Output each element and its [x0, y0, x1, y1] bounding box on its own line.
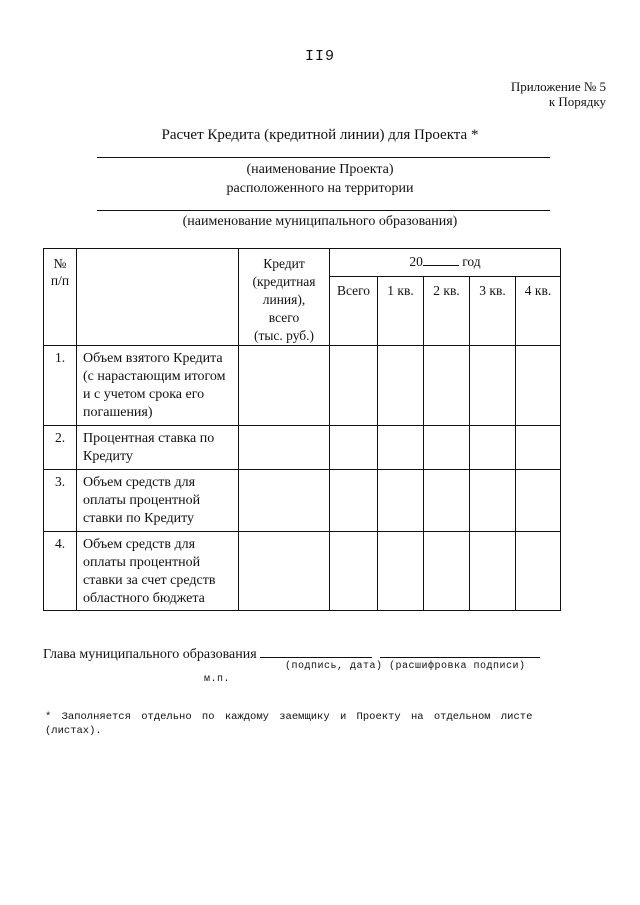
header-total: Всего	[330, 276, 378, 345]
footnote: * Заполняется отдельно по каждому заемщику и Проекту на отдельном листе (листах).	[45, 711, 533, 737]
cell-credit	[239, 470, 330, 532]
cell-q3	[470, 426, 516, 470]
header-q4: 4 кв.	[516, 276, 561, 345]
row-label: Объем средств для оплаты процентной ставки по Кредиту	[77, 470, 239, 532]
seal-mark: м.п.	[204, 674, 231, 685]
table-row	[44, 532, 561, 611]
project-name-caption: (наименование Проекта)	[246, 162, 394, 177]
appendix-note	[511, 79, 606, 109]
row-num: 1.	[44, 346, 77, 426]
cell-total	[330, 346, 378, 426]
year-blank	[423, 254, 459, 266]
located-caption: расположенного на территории	[226, 181, 414, 196]
credit-calculation-table	[43, 248, 561, 611]
cell-total	[330, 532, 378, 611]
header-indicator	[77, 249, 239, 346]
cell-q1	[378, 346, 424, 426]
cell-q1	[378, 426, 424, 470]
table-row	[44, 346, 561, 426]
appendix-line-1: Приложение № 5	[510, 79, 606, 94]
cell-total	[330, 426, 378, 470]
appendix-line-2: к Порядку	[548, 94, 606, 109]
cell-total	[330, 470, 378, 532]
project-name-line	[97, 157, 550, 158]
cell-q2	[424, 532, 470, 611]
header-q3: 3 кв.	[470, 276, 516, 345]
cell-q4	[516, 532, 561, 611]
row-num: 2.	[44, 426, 77, 470]
municipality-name-line	[97, 210, 550, 211]
row-label: Процентная ставка по Кредиту	[77, 426, 239, 470]
signature-blank	[260, 646, 372, 658]
cell-q3	[470, 470, 516, 532]
cell-q4	[516, 346, 561, 426]
row-label: Объем взятого Кредита (с нарастающим итогом и с учетом срока его погашения)	[77, 346, 239, 426]
header-q2: 2 кв.	[424, 276, 470, 345]
header-credit-text: Кредит (кредитная линия), всего (тыс. руб.)	[252, 256, 316, 343]
cell-credit	[239, 426, 330, 470]
cell-credit	[239, 346, 330, 426]
cell-q1	[378, 532, 424, 611]
cell-q2	[424, 346, 470, 426]
signature-decoding-blank	[380, 646, 540, 658]
header-num	[44, 249, 77, 346]
cell-q3	[470, 346, 516, 426]
cell-q2	[424, 470, 470, 532]
municipality-caption: (наименование муниципального образования)	[182, 214, 458, 229]
row-label: Объем средств для оплаты процентной ставки за счет средств областного бюджета	[77, 532, 239, 611]
cell-q4	[516, 426, 561, 470]
cell-q4	[516, 470, 561, 532]
header-num-text: № п/п	[50, 256, 70, 288]
cell-q1	[378, 470, 424, 532]
cell-q2	[424, 426, 470, 470]
table-row	[44, 426, 561, 470]
header-year	[330, 249, 561, 277]
cell-q3	[470, 532, 516, 611]
year-suffix: год	[462, 254, 481, 269]
cell-credit	[239, 532, 330, 611]
row-num: 4.	[44, 532, 77, 611]
table-row	[44, 470, 561, 532]
document-title: Расчет Кредита (кредитной линии) для Проекта *	[161, 127, 479, 143]
page-number: II9	[304, 48, 335, 65]
signature-label: Глава муниципального образования	[43, 647, 257, 662]
header-credit	[239, 249, 330, 346]
signature-hint: (подпись, дата) (расшифровка подписи)	[285, 661, 526, 672]
year-prefix: 20	[409, 254, 423, 269]
header-q1: 1 кв.	[378, 276, 424, 345]
row-num: 3.	[44, 470, 77, 532]
